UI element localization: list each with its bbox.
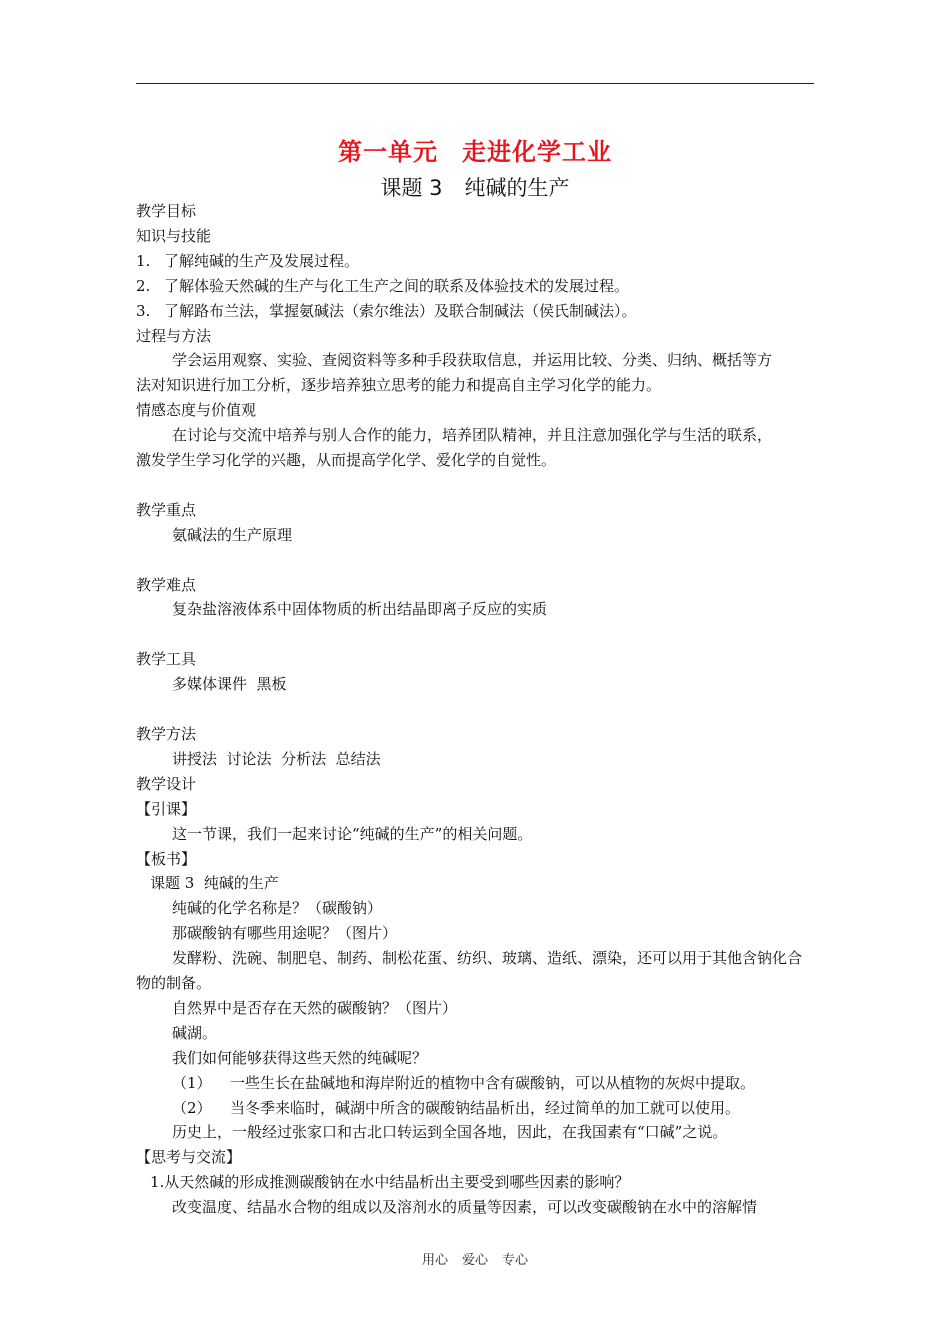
- uses-line-2: 物的制备。: [136, 974, 212, 993]
- item-number: 1.: [136, 251, 151, 270]
- footer-word: 用心: [421, 1253, 448, 1268]
- item-text: 了解体验天然碱的生产与化工生产之间的联系及体验技术的发展过程。: [164, 276, 630, 295]
- lesson-subtitle: 纯碱的生产: [464, 176, 570, 200]
- way-item: [136, 1096, 816, 1121]
- document-body: [136, 199, 816, 1220]
- footer-word: 爱心: [461, 1253, 488, 1268]
- methods-text: 讲授法 讨论法 分析法 总结法: [172, 749, 381, 768]
- way-number: （2）: [172, 1098, 212, 1117]
- tools-heading: 教学工具: [136, 650, 197, 669]
- uses-line-1: 发酵粉、洗碗、制肥皂、制药、制松花蛋、纺织、玻璃、造纸、漂染，还可以用于其他含钠化合: [172, 949, 803, 968]
- difficulty-heading: 教学难点: [136, 575, 197, 594]
- think-answer: 改变温度、结晶水合物的组成以及溶剂水的质量等因素，可以改变碳酸钠在水中的溶解情: [172, 1198, 758, 1217]
- unit-subtitle: 走进化学工业: [462, 138, 612, 166]
- item-number: 2.: [136, 276, 151, 295]
- intro-tag: 【引课】: [136, 799, 197, 818]
- knowledge-heading: 知识与技能: [136, 226, 212, 245]
- history-text: 历史上，一般经过张家口和古北口转运到全国各地，因此，在我国素有“口碱”之说。: [172, 1123, 728, 1142]
- objectives-heading: 教学目标: [136, 202, 197, 220]
- attitude-text-line-2: 激发学生学习化学的兴趣，从而提高学化学、爱化学的自觉性。: [136, 451, 557, 470]
- key-point-heading: 教学重点: [136, 500, 197, 519]
- way-text: 一些生长在盐碱地和海岸附近的植物中含有碳酸钠，可以从植物的灰烬中提取。: [230, 1073, 756, 1092]
- think-question: 1.从天然碱的形成推测碳酸钠在水中结晶析出主要受到哪些因素的影响？: [150, 1173, 630, 1192]
- page-footer: [0, 1249, 950, 1268]
- item-number: 3.: [136, 301, 151, 320]
- question-4: 我们如何能够获得这些天然的纯碱呢？: [172, 1048, 428, 1067]
- knowledge-item: [136, 249, 816, 274]
- item-text: 了解纯碱的生产及发展过程。: [164, 251, 360, 270]
- process-heading: 过程与方法: [136, 326, 212, 345]
- question-1: 纯碱的化学名称是？（碳酸钠）: [172, 899, 383, 918]
- footer-word: 专心: [502, 1253, 529, 1268]
- attitude-heading: 情感态度与价值观: [136, 401, 257, 420]
- question-2: 那碳酸钠有哪些用途呢？（图片）: [172, 924, 398, 943]
- methods-heading: 教学方法: [136, 724, 197, 743]
- board-tag: 【板书】: [136, 849, 197, 868]
- unit-title: [0, 132, 950, 167]
- item-text: 了解路布兰法，掌握氨碱法（索尔维法）及联合制碱法（侯氏制碱法）。: [164, 301, 637, 320]
- process-text-line-1: 学会运用观察、实验、查阅资料等多种手段获取信息，并运用比较、分类、归纳、概括等方: [172, 351, 773, 370]
- attitude-text-line-1: 在讨论与交流中培养与别人合作的能力，培养团队精神，并且注意加强化学与生活的联系，: [172, 426, 773, 445]
- board-title: 课题 3 纯碱的生产: [150, 874, 279, 893]
- knowledge-item: [136, 299, 816, 324]
- lesson-title: [0, 172, 950, 202]
- knowledge-item: [136, 274, 816, 299]
- key-point-text: 氨碱法的生产原理: [172, 525, 293, 544]
- way-text: 当冬季来临时，碱湖中所含的碳酸钠结晶析出，经过简单的加工就可以使用。: [230, 1098, 741, 1117]
- tools-text: 多媒体课件 黑板: [172, 675, 287, 694]
- unit-title-label: 第一单元: [338, 138, 438, 166]
- intro-text: 这一节课，我们一起来讨论“纯碱的生产”的相关问题。: [172, 824, 533, 843]
- answer-3: 碱湖。: [172, 1023, 218, 1042]
- lesson-title-label: 课题 3: [380, 176, 443, 200]
- process-text-line-2: 法对知识进行加工分析，逐步培养独立思考的能力和提高自主学习化学的能力。: [136, 376, 662, 395]
- header-rule: [136, 83, 814, 84]
- difficulty-text: 复杂盐溶液体系中固体物质的析出结晶即离子反应的实质: [172, 600, 548, 619]
- way-number: （1）: [172, 1073, 212, 1092]
- design-heading: 教学设计: [136, 774, 197, 793]
- question-3: 自然界中是否存在天然的碳酸钠？（图片）: [172, 998, 458, 1017]
- think-tag: 【思考与交流】: [136, 1148, 242, 1167]
- way-item: [136, 1071, 816, 1096]
